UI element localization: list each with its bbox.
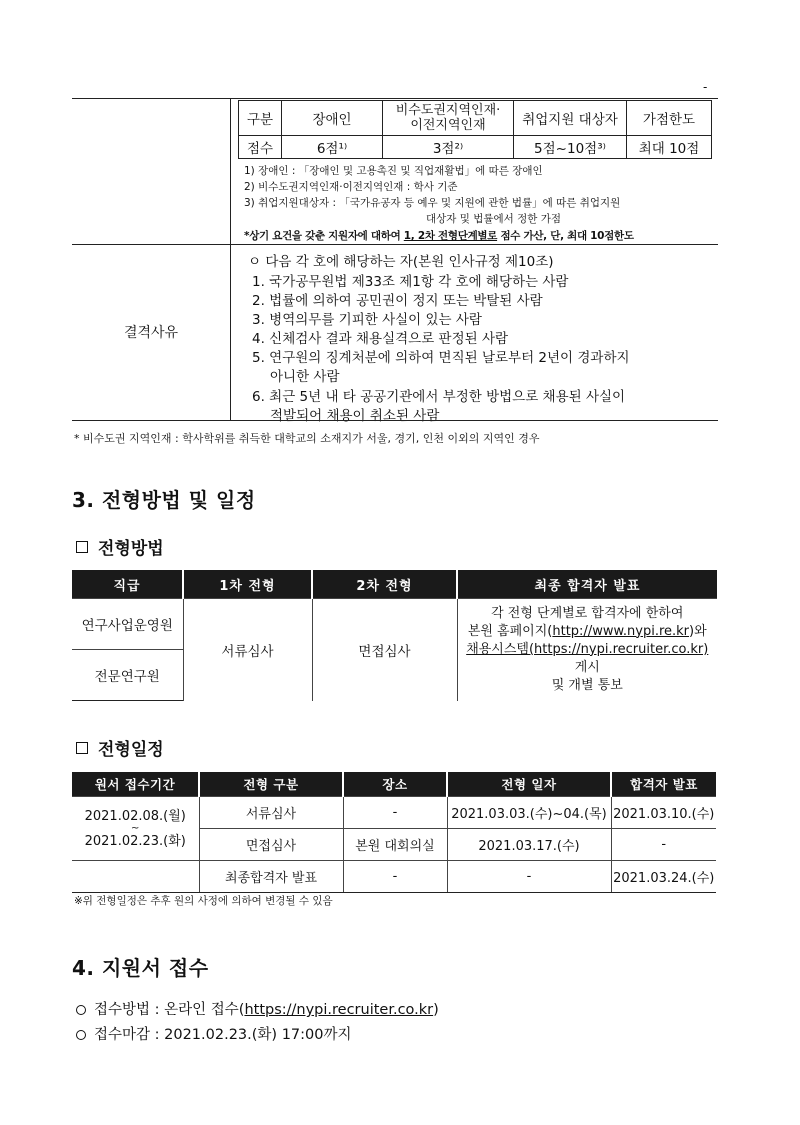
method-header-rank: 직급 [72,570,183,599]
announce-line-2a: 본원 홈페이지( [467,623,553,639]
grade-score-limit: 최대 10점 [627,136,712,159]
method-header-stage1: 1차 전형 [183,570,312,599]
schedule-row-2-date: 2021.03.17.(수) [447,829,611,861]
schedule-period-blank [72,861,199,893]
schedule-period [72,797,199,861]
schedule-header-stage: 전형 구분 [199,772,343,797]
grade-header-limit: 가점한도 [627,101,712,136]
homepage-link[interactable]: http://www.nypi.re.kr [552,623,690,639]
square-bullet-icon [76,742,88,754]
note-disabled: 1) 장애인 : 「장애인 및 고용촉진 및 직업재활법」에 따른 장애인 [244,165,543,177]
selection-method-table [72,570,717,701]
schedule-row-2-result: - [611,829,716,861]
schedule-note: ※위 전형일정은 추후 원의 사정에 의하여 변경될 수 있음 [74,895,333,907]
grade-header-category: 구분 [239,101,282,136]
disqualification-item-5-cont: 아니한 사람 [270,369,340,385]
note-employment-support-cont: 대상자 및 법률에서 정한 가점 [426,213,562,225]
apply-link[interactable]: https://nypi.recruiter.co.kr [244,1002,434,1018]
schedule-row-1-date: 2021.03.03.(수)~04.(목) [447,797,611,829]
grade-score-regional: 3점²⁾ [383,136,514,159]
disqualification-item-1: 1. 국가공무원법 제33조 제1항 각 호에 해당하는 사람 [252,274,569,290]
grade-header-regional-line1: 비수도권지역인재· [395,103,501,118]
schedule-period-end: 2021.02.23.(화) [84,833,186,849]
grade-score-disabled: 6점¹⁾ [282,136,383,159]
method-rank-2: 전문연구원 [72,650,183,701]
bonus-grade-table [238,100,712,159]
schedule-row-2-stage: 면접심사 [199,829,343,861]
method-announce [457,599,717,701]
circle-bullet-icon [76,1005,86,1015]
note-bonus-limit [244,228,634,243]
schedule-header-place: 장소 [343,772,447,797]
schedule-period-sep: ~ [131,822,140,834]
method-stage2: 면접심사 [312,599,457,701]
note-bonus-underlined: 1, 2차 전형단계별로 [403,230,498,242]
apply-deadline-text: 접수마감 : 2021.02.23.(화) 17:00까지 [94,1027,352,1043]
disqualification-intro: ㅇ 다음 각 호에 해당하는 자(본원 인사규정 제10조) [248,254,554,270]
selection-schedule-table [72,772,716,893]
schedule-heading-text: 전형일정 [98,740,164,760]
method-stage1: 서류심사 [183,599,312,701]
grade-header-regional [383,101,514,136]
announce-line-2 [459,623,717,641]
grade-score-label: 점수 [239,136,282,159]
disqualification-item-4: 4. 신체검사 결과 채용실격으로 판정된 사람 [252,331,509,347]
schedule-row-3-place: - [343,861,447,893]
schedule-header-date: 전형 일자 [447,772,611,797]
schedule-row-3-stage: 최종합격자 발표 [199,861,343,893]
schedule-heading [76,735,164,760]
schedule-row-1-stage: 서류심사 [199,797,343,829]
method-header-stage2: 2차 전형 [312,570,457,599]
apply-deadline [76,1023,352,1044]
square-bullet-icon [76,541,88,553]
apply-method-prefix: 접수방법 : 온라인 접수( [94,1002,245,1018]
eligibility-table [72,98,718,428]
section-3-title: 3. 전형방법 및 일정 [72,488,256,512]
note-bonus-prefix: *상기 요건을 갖춘 지원자에 대하여 [244,230,404,242]
grade-header-regional-line2: 이전지역인재 [410,118,486,133]
grade-header-employment-support: 취업지원 대상자 [514,101,627,136]
disqualification-item-6: 6. 최근 5년 내 타 공공기관에서 부정한 방법으로 채용된 사실이 [252,389,626,405]
announce-line-4: 및 개별 통보 [551,677,623,693]
disqualification-item-3: 3. 병역의무를 기피한 사실이 있는 사람 [252,312,482,328]
note-regional: 2) 비수도권지역인재·이전지역인재 : 학사 기준 [244,181,458,193]
announce-line-2b: )와 [689,623,707,639]
schedule-row-3-result: 2021.03.24.(수) [611,861,716,893]
table-bottom-rule [72,420,718,421]
schedule-row-2-place: 본원 대회의실 [343,829,447,861]
section-4-title: 4. 지원서 접수 [72,956,209,980]
apply-method-suffix: ) [433,1002,439,1018]
disqualification-item-5: 5. 연구원의 징계처분에 의하여 면직된 날로부터 2년이 경과하지 [252,350,630,366]
schedule-row-1-place: - [343,797,447,829]
page-mark: - [703,80,708,94]
method-header-announce: 최종 합격자 발표 [457,570,717,599]
schedule-row-3-date: - [447,861,611,893]
announce-line-3 [459,641,717,677]
disqualification-item-2: 2. 법률에 의하여 공민권이 정지 또는 박탈된 사람 [252,293,543,309]
disqualification-label: 결격사유 [123,325,179,341]
note-bonus-suffix: 점수 가산, 단, 최대 10점한도 [497,230,634,242]
label-column [72,98,231,420]
method-rank-1: 연구사업운영원 [72,599,183,650]
schedule-row-1-result: 2021.03.10.(수) [611,797,716,829]
apply-method [76,998,439,1019]
table-mid-rule [72,244,718,245]
announce-line-3b: 게시 [574,659,600,675]
disqualification-item-6-cont: 적발되어 채용이 취소된 사람 [270,408,440,424]
announce-line-1: 각 전형 단계별로 합격자에 한하여 [491,605,684,621]
note-employment-support: 3) 취업지원대상자 : 「국가유공자 등 예우 및 지원에 관한 법률」에 따른 취업지원 [244,197,621,209]
schedule-period-start: 2021.02.08.(월) [84,808,186,824]
schedule-header-period: 원서 접수기간 [72,772,199,797]
grade-score-employment-support: 5점~10점³⁾ [514,136,627,159]
recruiter-link[interactable]: 채용시스템(https://nypi.recruiter.co.kr) [466,641,709,657]
grade-header-disabled: 장애인 [282,101,383,136]
schedule-header-result: 합격자 발표 [611,772,716,797]
circle-bullet-icon [76,1030,86,1040]
regional-talent-footnote: * 비수도권 지역인재 : 학사학위를 취득한 대학교의 소재지가 서울, 경기, 인천 이외의 지역인 경우 [74,432,540,445]
method-heading [76,534,164,559]
method-heading-text: 전형방법 [98,539,164,559]
